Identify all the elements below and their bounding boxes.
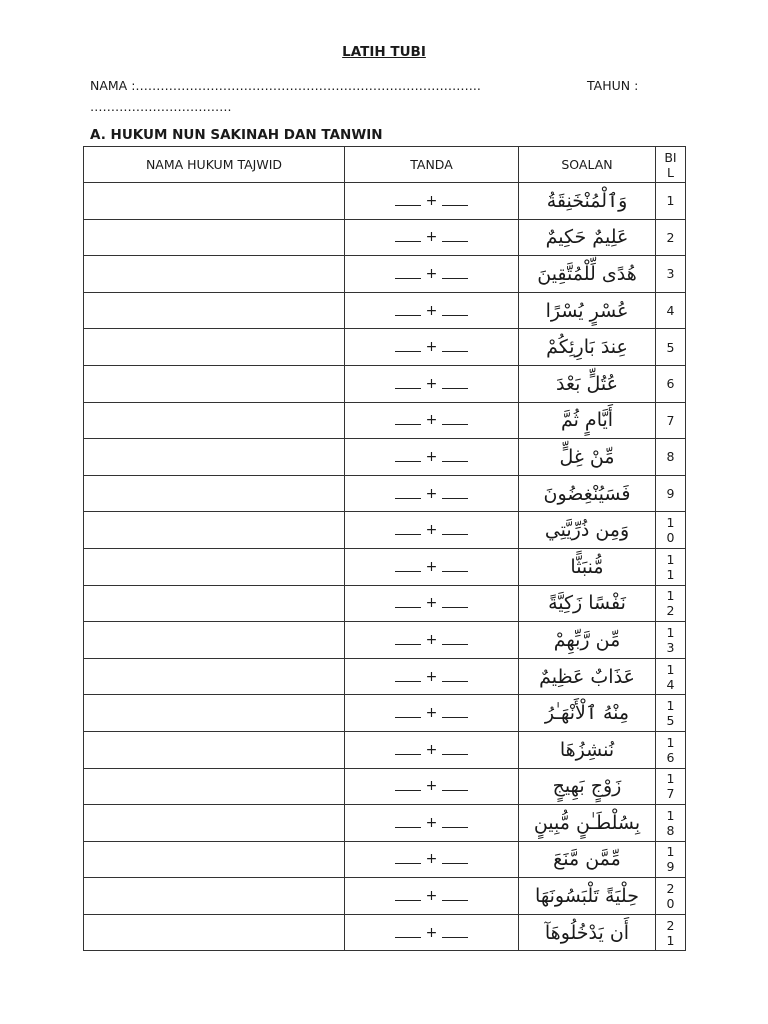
- plus-sign: +: [425, 595, 438, 612]
- table-row: [84, 292, 686, 329]
- plus-sign: +: [425, 229, 438, 246]
- soalan-cell: مُّنبَثًّا: [519, 548, 656, 585]
- bil-cell: [656, 622, 686, 659]
- plus-sign: +: [425, 448, 438, 465]
- soalan-cell: عَذَابٌ عَظِيمٌ: [519, 658, 656, 695]
- tanda-blank-left[interactable]: [395, 342, 421, 352]
- plus-sign: +: [425, 522, 438, 539]
- table-row: [84, 878, 686, 915]
- plus-sign: +: [425, 339, 438, 356]
- bil-number: 5: [666, 339, 675, 355]
- soalan-cell: زَوْجٍ بَهِيجٍ: [519, 768, 656, 805]
- hukum-answer-cell[interactable]: [84, 841, 345, 878]
- soalan-cell: مِنْهُ ٱلْأَنْهَـٰرُ: [519, 695, 656, 732]
- bil-cell: [656, 841, 686, 878]
- plus-sign: +: [425, 851, 438, 868]
- header-bil: [656, 147, 686, 183]
- bil-cell: [656, 805, 686, 842]
- hukum-answer-cell[interactable]: [84, 548, 345, 585]
- soalan-cell: مِّن رَّبِّهِمْ: [519, 622, 656, 659]
- soalan-cell: بِسُلْطَـٰنٍ مُّبِينٍ: [519, 805, 656, 842]
- bil-number: 3: [666, 266, 675, 282]
- tanda-cell: [345, 841, 519, 878]
- tanda-cell: [345, 365, 519, 402]
- bil-number: 9: [666, 486, 675, 502]
- hukum-answer-cell[interactable]: [84, 805, 345, 842]
- bil-number: 1 3: [666, 624, 675, 655]
- tanda-blank-right[interactable]: [442, 928, 468, 938]
- hukum-answer-cell[interactable]: [84, 878, 345, 915]
- tanda-cell: [345, 402, 519, 439]
- section-heading: A. HUKUM NUN SAKINAH DAN TANWIN: [90, 127, 383, 143]
- bil-cell: [656, 548, 686, 585]
- tanda-cell: [345, 548, 519, 585]
- bil-cell: [656, 256, 686, 293]
- tanda-cell: [345, 256, 519, 293]
- bil-number: 1 6: [666, 734, 675, 765]
- table-row: [84, 658, 686, 695]
- table-row: [84, 475, 686, 512]
- table-row: [84, 695, 686, 732]
- plus-sign: +: [425, 192, 438, 209]
- tanda-blank-left[interactable]: [395, 708, 421, 718]
- tanda-blank-left[interactable]: [395, 489, 421, 499]
- soalan-cell: أَيَّامٍ ثُمَّ: [519, 402, 656, 439]
- bil-cell: [656, 731, 686, 768]
- plus-sign: +: [425, 741, 438, 758]
- bil-cell: [656, 365, 686, 402]
- plus-sign: +: [425, 778, 438, 795]
- table-row: [84, 914, 686, 951]
- bil-cell: [656, 878, 686, 915]
- hukum-answer-cell[interactable]: [84, 622, 345, 659]
- tanda-cell: [345, 658, 519, 695]
- table-row: [84, 329, 686, 366]
- tanda-blank-left[interactable]: [395, 745, 421, 755]
- hukum-answer-cell[interactable]: [84, 256, 345, 293]
- hukum-answer-cell[interactable]: [84, 695, 345, 732]
- plus-sign: +: [425, 375, 438, 392]
- hukum-answer-cell[interactable]: [84, 731, 345, 768]
- table-row: [84, 219, 686, 256]
- hukum-answer-cell[interactable]: [84, 914, 345, 951]
- soalan-cell: عُسْرٍ يُسْرًا: [519, 292, 656, 329]
- tanda-cell: [345, 731, 519, 768]
- table-row: [84, 768, 686, 805]
- plus-sign: +: [425, 631, 438, 648]
- hukum-answer-cell[interactable]: [84, 439, 345, 476]
- header-soalan: SOALAN: [519, 147, 656, 183]
- bil-number: 4: [666, 303, 675, 319]
- plus-sign: +: [425, 302, 438, 319]
- table-row: [84, 731, 686, 768]
- bil-cell: [656, 695, 686, 732]
- tanda-blank-left[interactable]: [395, 232, 421, 242]
- hukum-answer-cell[interactable]: [84, 658, 345, 695]
- tanda-blank-right[interactable]: [442, 891, 468, 901]
- tajwid-table: [83, 146, 686, 951]
- tanda-blank-right[interactable]: [442, 452, 468, 462]
- tanda-blank-left[interactable]: [395, 306, 421, 316]
- tanda-blank-left[interactable]: [395, 379, 421, 389]
- tanda-blank-left[interactable]: [395, 672, 421, 682]
- bil-number: 1 2: [666, 588, 675, 619]
- tanda-cell: [345, 878, 519, 915]
- tanda-blank-right[interactable]: [442, 342, 468, 352]
- tanda-blank-right[interactable]: [442, 818, 468, 828]
- hukum-answer-cell[interactable]: [84, 512, 345, 549]
- tanda-cell: [345, 914, 519, 951]
- bil-cell: [656, 292, 686, 329]
- tanda-blank-left[interactable]: [395, 854, 421, 864]
- soalan-cell: عَلِيمٌ حَكِيمٌ: [519, 219, 656, 256]
- table-row: [84, 805, 686, 842]
- tanda-blank-right[interactable]: [442, 562, 468, 572]
- bil-number: 1 9: [666, 844, 675, 875]
- bil-number: 1 8: [666, 807, 675, 838]
- tanda-blank-right[interactable]: [442, 489, 468, 499]
- tanda-blank-left[interactable]: [395, 452, 421, 462]
- table-row: [84, 548, 686, 585]
- tahun-field-continuation[interactable]: …………………………….: [90, 99, 232, 114]
- tanda-cell: [345, 219, 519, 256]
- hukum-answer-cell[interactable]: [84, 365, 345, 402]
- bil-number: 1 4: [666, 661, 675, 692]
- plus-sign: +: [425, 485, 438, 502]
- tanda-blank-left[interactable]: [395, 781, 421, 791]
- bil-cell: [656, 585, 686, 622]
- tanda-blank-right[interactable]: [442, 379, 468, 389]
- plus-sign: +: [425, 558, 438, 575]
- table-row: [84, 439, 686, 476]
- soalan-cell: مِّنْ غِلٍّ: [519, 439, 656, 476]
- soalan-cell: مِّمَّن مَّنَعَ: [519, 841, 656, 878]
- tanda-blank-right[interactable]: [442, 672, 468, 682]
- tanda-blank-right[interactable]: [442, 854, 468, 864]
- soalan-cell: هُدًى لِّلْمُتَّقِينَ: [519, 256, 656, 293]
- tanda-blank-left[interactable]: [395, 891, 421, 901]
- bil-cell: [656, 768, 686, 805]
- plus-sign: +: [425, 265, 438, 282]
- tanda-cell: [345, 475, 519, 512]
- nama-field[interactable]: NAMA :………………………………………………………………………..: [90, 78, 481, 93]
- tanda-cell: [345, 805, 519, 842]
- bil-cell: [656, 329, 686, 366]
- tanda-cell: [345, 512, 519, 549]
- plus-sign: +: [425, 814, 438, 831]
- tanda-blank-left[interactable]: [395, 635, 421, 645]
- tanda-cell: [345, 695, 519, 732]
- bil-number: 1 5: [666, 698, 675, 729]
- soalan-cell: وَٱلْمُنْخَنِقَةُ: [519, 183, 656, 220]
- tanda-blank-right[interactable]: [442, 781, 468, 791]
- soalan-cell: عِندَ بَارِئِكُمْ: [519, 329, 656, 366]
- plus-sign: +: [425, 888, 438, 905]
- table-row: [84, 402, 686, 439]
- hukum-answer-cell[interactable]: [84, 292, 345, 329]
- tanda-cell: [345, 329, 519, 366]
- hukum-answer-cell[interactable]: [84, 219, 345, 256]
- tanda-blank-right[interactable]: [442, 708, 468, 718]
- hukum-answer-cell[interactable]: [84, 329, 345, 366]
- soalan-cell: وَمِن ذُرِّيَّتِي: [519, 512, 656, 549]
- tanda-blank-left[interactable]: [395, 196, 421, 206]
- tanda-cell: [345, 439, 519, 476]
- soalan-cell: نُنشِزُهَا: [519, 731, 656, 768]
- table-row: [84, 365, 686, 402]
- tanda-blank-right[interactable]: [442, 415, 468, 425]
- tanda-blank-left[interactable]: [395, 928, 421, 938]
- tanda-blank-right[interactable]: [442, 196, 468, 206]
- tanda-blank-right[interactable]: [442, 598, 468, 608]
- hukum-answer-cell[interactable]: [84, 585, 345, 622]
- table-row: [84, 183, 686, 220]
- bil-number: 1 1: [666, 551, 675, 582]
- tanda-cell: [345, 292, 519, 329]
- hukum-answer-cell[interactable]: [84, 183, 345, 220]
- bil-number: 2 1: [666, 917, 675, 948]
- tanda-blank-left[interactable]: [395, 269, 421, 279]
- bil-number: 8: [666, 449, 675, 465]
- bil-number: 1 0: [666, 515, 675, 546]
- table-row: [84, 841, 686, 878]
- tanda-blank-right[interactable]: [442, 269, 468, 279]
- bil-header-text: BI L: [664, 149, 677, 180]
- plus-sign: +: [425, 705, 438, 722]
- table-row: [84, 512, 686, 549]
- bil-cell: [656, 402, 686, 439]
- tanda-cell: [345, 768, 519, 805]
- tanda-blank-left[interactable]: [395, 415, 421, 425]
- bil-cell: [656, 183, 686, 220]
- tahun-field[interactable]: TAHUN :: [587, 78, 639, 93]
- hukum-answer-cell[interactable]: [84, 402, 345, 439]
- tanda-cell: [345, 585, 519, 622]
- header-tanda: TANDA: [345, 147, 519, 183]
- soalan-cell: أَن يَدْخُلُوهَآ: [519, 914, 656, 951]
- bil-number: 2 0: [666, 881, 675, 912]
- soalan-cell: فَسَيُنْغِضُونَ: [519, 475, 656, 512]
- table-header-row: [84, 147, 686, 183]
- tanda-blank-left[interactable]: [395, 598, 421, 608]
- tanda-blank-left[interactable]: [395, 818, 421, 828]
- tanda-blank-right[interactable]: [442, 525, 468, 535]
- worksheet-title: LATIH TUBI: [342, 44, 426, 60]
- table-row: [84, 256, 686, 293]
- hukum-answer-cell[interactable]: [84, 768, 345, 805]
- bil-cell: [656, 475, 686, 512]
- bil-cell: [656, 914, 686, 951]
- bil-cell: [656, 512, 686, 549]
- tanda-blank-left[interactable]: [395, 525, 421, 535]
- plus-sign: +: [425, 412, 438, 429]
- bil-cell: [656, 439, 686, 476]
- tanda-blank-right[interactable]: [442, 232, 468, 242]
- hukum-answer-cell[interactable]: [84, 475, 345, 512]
- bil-cell: [656, 219, 686, 256]
- bil-number: 6: [666, 376, 675, 392]
- bil-number: 2: [666, 229, 675, 245]
- bil-number: 7: [666, 412, 675, 428]
- table-row: [84, 622, 686, 659]
- bil-cell: [656, 658, 686, 695]
- table-row: [84, 585, 686, 622]
- tanda-cell: [345, 183, 519, 220]
- tanda-blank-left[interactable]: [395, 562, 421, 572]
- tanda-cell: [345, 622, 519, 659]
- tanda-blank-right[interactable]: [442, 635, 468, 645]
- bil-number: 1: [666, 193, 675, 209]
- soalan-cell: حِلْيَةً تَلْبَسُونَهَا: [519, 878, 656, 915]
- bil-number: 1 7: [666, 771, 675, 802]
- soalan-cell: نَفْسًا زَكِيَّةً: [519, 585, 656, 622]
- plus-sign: +: [425, 924, 438, 941]
- tanda-blank-right[interactable]: [442, 306, 468, 316]
- tanda-blank-right[interactable]: [442, 745, 468, 755]
- soalan-cell: عُتُلٍّ بَعْدَ: [519, 365, 656, 402]
- plus-sign: +: [425, 668, 438, 685]
- header-hukum: NAMA HUKUM TAJWID: [84, 147, 345, 183]
